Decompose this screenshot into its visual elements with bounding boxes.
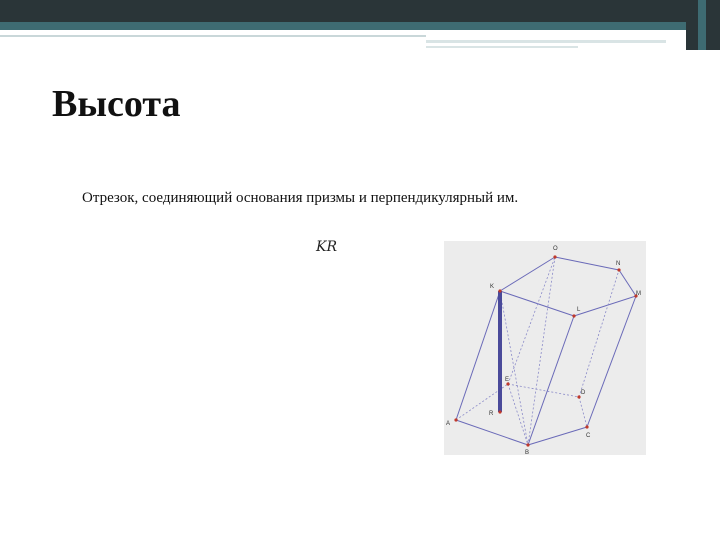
label-b: B — [525, 450, 530, 455]
segment-label: KR — [316, 239, 337, 255]
decorative-line-left — [0, 35, 426, 37]
decorative-line-short — [426, 46, 578, 48]
hidden-diagonal-ob — [528, 257, 555, 445]
label-n: N — [616, 261, 621, 267]
label-o: O — [553, 246, 558, 252]
label-e: E — [505, 377, 510, 383]
vertex-a — [454, 418, 457, 421]
edge-bottom-ab — [456, 420, 528, 445]
hidden-edge-dc — [579, 397, 587, 427]
vertex-c — [585, 425, 588, 428]
prism-figure — [444, 241, 646, 455]
edge-top-ml — [574, 296, 636, 316]
label-c: C — [586, 433, 591, 439]
vertex-k — [498, 289, 501, 292]
vertex-o — [553, 255, 556, 258]
edge-top-nm — [619, 270, 636, 296]
height-segment-kr — [498, 291, 502, 412]
top-right-accent-stripe — [698, 0, 706, 50]
prism-diagram — [444, 241, 646, 455]
top-bar-teal — [0, 22, 720, 30]
label-r: R — [489, 411, 494, 417]
edge-top-ko — [500, 257, 555, 291]
label-k: K — [490, 284, 495, 290]
label-l: L — [577, 307, 581, 313]
edge-side-ka — [456, 291, 500, 420]
definition-text: Отрезок, соединяющий основания призмы и перпендикулярный им. — [82, 190, 519, 206]
edge-bottom-bc — [528, 427, 587, 445]
vertex-n — [617, 268, 620, 271]
edge-side-cm — [587, 296, 636, 427]
hidden-edge-dn — [579, 270, 619, 397]
decorative-line-middle — [426, 40, 666, 43]
hidden-edge-eb — [508, 384, 528, 445]
label-a: A — [446, 421, 451, 427]
edge-top-on — [555, 257, 619, 270]
label-m: M — [636, 291, 641, 297]
label-d: D — [581, 390, 586, 396]
top-bar-dark — [0, 0, 720, 22]
edge-side-lb — [528, 316, 574, 445]
slide-title: Высота — [52, 83, 181, 125]
vertex-r — [498, 410, 501, 413]
hidden-edge-eo — [508, 257, 555, 384]
vertex-l — [572, 314, 575, 317]
edge-top-lk — [500, 291, 574, 316]
vertex-b — [526, 443, 529, 446]
